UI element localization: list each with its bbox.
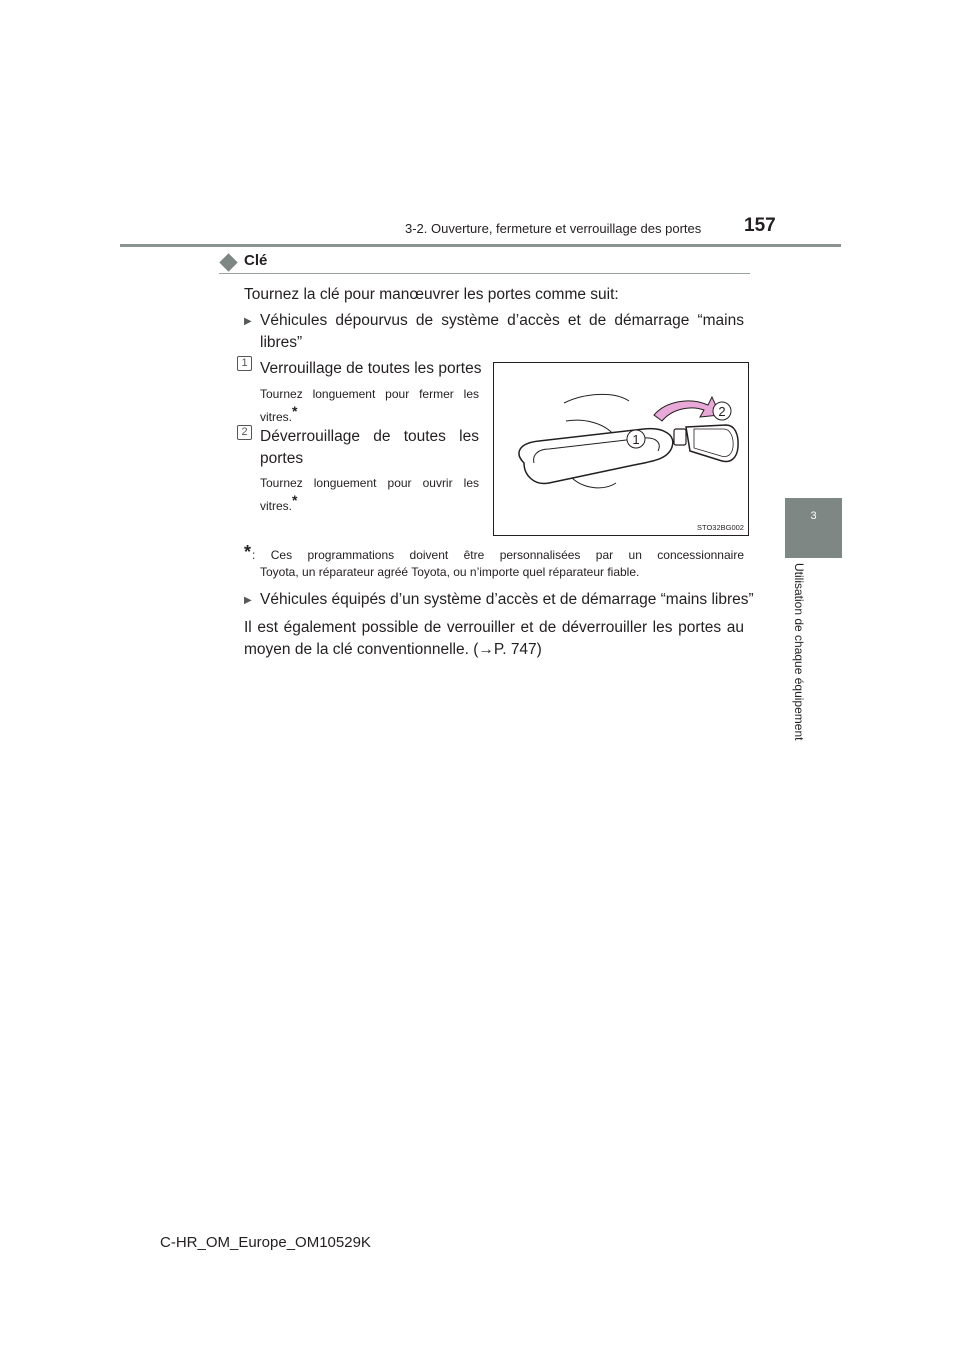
chapter-number: 3 [810, 510, 817, 522]
item-2-title-line1: Déverrouillage de toutes les [260, 428, 479, 445]
figure-callout-2: 2 [718, 404, 726, 419]
bullet-1-line1: Véhicules dépourvus de système d’accès et de démarrage “mains [260, 312, 744, 329]
item-1-note-line1: Tournez longuement pour fermer les [260, 387, 479, 401]
item-2-note-line2: vitres.* [260, 492, 298, 513]
footnote-star: * [292, 403, 298, 419]
document-id: C-HR_OM_Europe_OM10529K [160, 1234, 371, 1251]
key-door-illustration [493, 362, 749, 536]
intro-text: Tournez la clé pour manœuvrer les portes comme suit: [244, 286, 619, 303]
diamond-icon [219, 253, 237, 271]
chapter-title: Utilisation de chaque équipement [792, 563, 806, 741]
heading-rule [219, 273, 750, 274]
footnote-star: * [292, 492, 298, 508]
triangle-bullet-icon: ▶ [244, 316, 252, 327]
page-number: 157 [744, 215, 776, 236]
footnote-line2: Toyota, un réparateur agréé Toyota, ou n’importe quel réparateur fiable. [260, 565, 640, 579]
closing-line2: moyen de la clé conventionnelle. (→P. 747) [244, 641, 542, 658]
footnote-line1: : Ces programmations doivent être personnalisées par un concessionnaire [252, 548, 744, 562]
header-rule [120, 244, 841, 247]
figure-code: STO32BG002 [697, 523, 744, 532]
callout-number-1: 1 [237, 356, 252, 371]
item-1-note-line2: vitres.* [260, 403, 298, 424]
item-2-note-line1: Tournez longuement pour ouvrir les [260, 476, 479, 490]
item-2-title-line2: portes [260, 450, 304, 467]
item-1-title: Verrouillage de toutes les portes [260, 360, 482, 377]
figure-callout-1: 1 [632, 432, 640, 447]
footnote-mark: * [244, 542, 252, 562]
door-handle-key-drawing [494, 363, 748, 535]
bullet-1-line2: libres” [260, 334, 303, 351]
triangle-bullet-icon: ▶ [244, 595, 252, 606]
bullet-2-text: Véhicules équipés d’un système d’accès et de démarrage “mains libres” [260, 591, 754, 608]
section-path: 3-2. Ouverture, fermeture et verrouillage des portes [405, 221, 702, 236]
closing-line1: Il est également possible de verrouiller et de déverrouiller les portes au [244, 619, 744, 636]
callout-number-2: 2 [237, 425, 252, 440]
chapter-tab [785, 498, 842, 558]
section-heading: Clé [244, 252, 268, 269]
